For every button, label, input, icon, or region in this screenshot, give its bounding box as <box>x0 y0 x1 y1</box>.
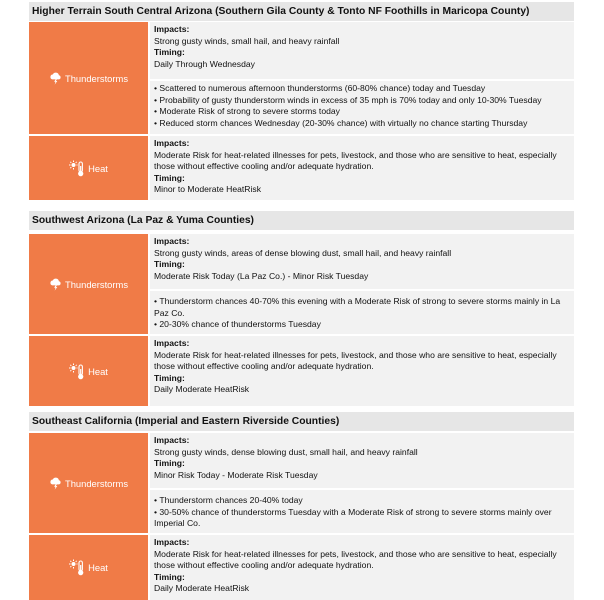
hazard-info <box>150 136 574 200</box>
region-title: Higher Terrain South Central Arizona (Southern Gila County & Tonto NF Foothills in Maricopa County) <box>29 2 574 21</box>
thunderstorm-icon <box>49 278 62 291</box>
detail-item: • Reduced storm chances Wednesday (20-30% chance) with virtually no chance starting Thursday <box>154 118 570 130</box>
thermometer-sun-icon <box>69 559 85 576</box>
hazard-label: Heat <box>88 365 108 377</box>
region-higher-terrain <box>29 2 574 202</box>
hazard-label: Heat <box>88 162 108 174</box>
impacts-block <box>150 136 574 200</box>
hazard-heat <box>29 336 148 406</box>
region-southwest-arizona <box>29 211 574 406</box>
thermometer-sun-icon <box>69 160 85 177</box>
details-list <box>154 83 570 129</box>
timing-heading: Timing: <box>154 47 185 58</box>
detail-item: • 20-30% chance of thunderstorms Tuesday <box>154 319 570 331</box>
impacts-block <box>150 535 574 600</box>
timing-text: Moderate Risk Today (La Paz Co.) - Minor Risk Tuesday <box>154 270 369 281</box>
hazard-info <box>150 234 574 334</box>
detail-item: • Thunderstorm chances 20-40% today <box>154 495 570 507</box>
impacts-text: Moderate Risk for heat-related illnesses for pets, livestock, and those who are sensitive to heat, especially those without effective cooling and/or adequate hydration. <box>154 149 557 172</box>
hazard-thunderstorms <box>29 22 148 134</box>
timing-heading: Timing: <box>154 172 185 183</box>
details-block <box>150 490 574 533</box>
timing-heading: Timing: <box>154 259 185 270</box>
thunderstorms-row <box>29 234 574 334</box>
timing-text: Minor Risk Today - Moderate Risk Tuesday <box>154 469 318 480</box>
details-block <box>150 81 574 134</box>
heat-row <box>29 336 574 406</box>
thunderstorm-icon <box>49 72 62 85</box>
heat-row <box>29 535 574 600</box>
hazard-info <box>150 535 574 600</box>
region-southeast-california <box>29 412 574 600</box>
heat-row <box>29 136 574 200</box>
timing-heading: Timing: <box>154 458 185 469</box>
impacts-block <box>150 234 574 289</box>
detail-item: • 30-50% chance of thunderstorms Tuesday with a Moderate Risk of strong to severe storms mainly over Imperial Co. <box>154 507 570 530</box>
timing-text: Daily Moderate HeatRisk <box>154 583 250 594</box>
impacts-heading: Impacts: <box>154 338 190 348</box>
impacts-heading: Impacts: <box>154 236 190 246</box>
impacts-heading: Impacts: <box>154 138 190 148</box>
details-block <box>150 291 574 334</box>
hazard-thunderstorms <box>29 433 148 533</box>
impacts-text: Strong gusty winds, areas of dense blowing dust, small hail, and heavy rainfall <box>154 247 452 258</box>
impacts-block <box>150 433 574 488</box>
detail-item: • Moderate Risk of strong to severe storms today <box>154 106 570 118</box>
hazard-label: Heat <box>88 562 108 573</box>
thunderstorms-row <box>29 433 574 533</box>
details-list <box>154 296 570 331</box>
hazard-label: Thunderstorms <box>64 477 129 489</box>
impacts-text: Moderate Risk for heat-related illnesses for pets, livestock, and those who are sensitive to heat, especially those without effective cooling and/or adequate hydration. <box>154 548 557 571</box>
impacts-heading: Impacts: <box>154 24 190 34</box>
hazard-label: Thunderstorms <box>64 72 129 84</box>
timing-heading: Timing: <box>154 372 185 383</box>
impacts-text: Moderate Risk for heat-related illnesses for pets, livestock, and those who are sensitive to heat, especially those without effective cooling and/or adequate hydration. <box>154 349 557 372</box>
hazard-info <box>150 22 574 134</box>
detail-item: • Thunderstorm chances 40-70% this evening with a Moderate Risk of strong to severe storms mainly in La Paz Co. <box>154 296 570 319</box>
detail-item: • Scattered to numerous afternoon thunderstorms (60-80% chance) today and Tuesday <box>154 83 570 95</box>
details-list <box>154 495 570 530</box>
impacts-block <box>150 22 574 79</box>
timing-text: Minor to Moderate HeatRisk <box>154 184 261 195</box>
hazard-info <box>150 433 574 533</box>
region-title: Southwest Arizona (La Paz & Yuma Counties) <box>29 211 574 230</box>
hazard-info <box>150 336 574 406</box>
hazard-thunderstorms <box>29 234 148 334</box>
detail-item: • Probability of gusty thunderstorm winds in excess of 35 mph is 70% today and only 10-30% Tuesday <box>154 95 570 107</box>
timing-text: Daily Moderate HeatRisk <box>154 384 250 395</box>
impacts-heading: Impacts: <box>154 435 190 445</box>
thunderstorms-row <box>29 22 574 134</box>
impacts-text: Strong gusty winds, dense blowing dust, small hail, and heavy rainfall <box>154 446 418 457</box>
thunderstorm-icon <box>49 477 62 490</box>
hazard-heat <box>29 535 148 600</box>
impacts-text: Strong gusty winds, small hail, and heavy rainfall <box>154 35 340 46</box>
hazard-label: Thunderstorms <box>64 278 129 290</box>
timing-text: Daily Through Wednesday <box>154 58 255 69</box>
impacts-block <box>150 336 574 406</box>
region-title: Southeast California (Imperial and Eastern Riverside Counties) <box>29 412 574 431</box>
thermometer-sun-icon <box>69 363 85 380</box>
timing-heading: Timing: <box>154 571 185 582</box>
impacts-heading: Impacts: <box>154 537 190 547</box>
hazard-heat <box>29 136 148 200</box>
